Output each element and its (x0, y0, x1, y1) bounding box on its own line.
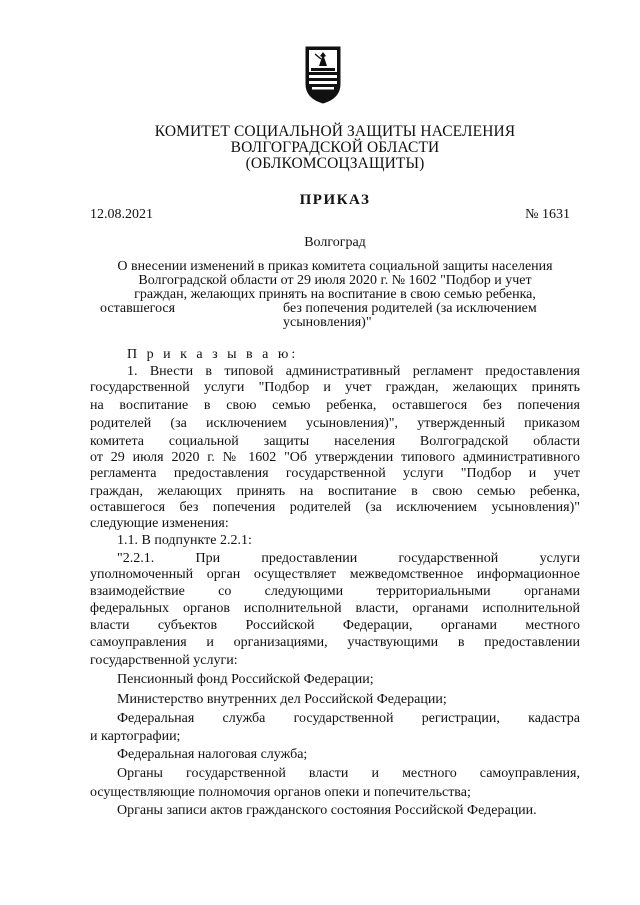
body-line: взаимодействие со следующими территориальными органами (90, 584, 580, 599)
body-line: 1. Внести в типовой административный регламент предоставления (127, 364, 580, 379)
body-line: от 29 июля 2020 г. № 1602 "Об утверждении типового административного (90, 450, 580, 465)
body-line: государственной услуги: (90, 653, 238, 668)
body-line: на воспитание в свою семью ребенка, оставшегося без попечения (90, 398, 580, 413)
order-heading: П р и к а з ы в а ю: (127, 347, 299, 362)
body-line: следующие изменения: (90, 516, 229, 531)
body-line: "2.2.1. При предоставлении государственной услуги (117, 551, 580, 566)
subject-line-1: О внесении изменений в приказ комитета социальной защиты населения (117, 259, 553, 274)
body-line: уполномоченный орган осуществляет межведомственное информационное (90, 567, 580, 582)
document-number: № 1631 (525, 207, 570, 222)
subject-line-2: Волгоградской области от 29 июля 2020 г. № 1602 "Подбор и учет (138, 273, 532, 288)
body-line: самоуправления и организациями, участвующими в предоставлении (90, 635, 580, 650)
body-line: Министерство внутренних дел Российской Федерации; (117, 692, 447, 707)
body-line: оставшегося без попечения родителей (за исключением усыновления)" (90, 500, 580, 515)
subject-line-3: граждан, желающих принять на воспитание в свою семью ребенка, (134, 287, 536, 302)
org-name-line-2: ВОЛГОГРАДСКОЙ ОБЛАСТИ (230, 139, 440, 156)
body-line: граждан, желающих принять на воспитание в свою семью ребенка, (90, 484, 580, 499)
body-line: и картографии; (90, 729, 181, 744)
body-line: Пенсионный фонд Российской Федерации; (117, 672, 374, 687)
body-line: государственной услуги "Подбор и учет граждан, желающих принять (90, 380, 580, 395)
body-line: осуществляющие полномочия органов опеки и попечительства; (90, 785, 471, 800)
document-city: Волгоград (304, 235, 366, 250)
body-line: родителей (за исключением усыновления)", утвержденный приказом (90, 416, 580, 431)
subject-line-5: усыновления)" (283, 315, 372, 330)
subject-line-4b: без попечения родителей (за исключением (283, 301, 537, 316)
body-line: власти субъектов Российской Федерации, органами местного (90, 618, 580, 633)
coat-of-arms-icon (305, 46, 341, 104)
body-line: Федеральная служба государственной регистрации, кадастра (117, 711, 580, 726)
body-line: Органы государственной власти и местного самоуправления, (117, 766, 580, 781)
org-name-line-1: КОМИТЕТ СОЦИАЛЬНОЙ ЗАЩИТЫ НАСЕЛЕНИЯ (154, 123, 516, 140)
body-line: комитета социальной защиты населения Волгоградской области (90, 434, 580, 449)
body-line: регламента предоставления государственной услуги "Подбор и учет (90, 466, 580, 481)
document-date: 12.08.2021 (90, 207, 153, 222)
subject-line-4a: оставшегося (100, 301, 176, 316)
body-line: 1.1. В подпункте 2.2.1: (117, 533, 252, 548)
document-type: ПРИКАЗ (299, 192, 371, 208)
body-line: Федеральная налоговая служба; (117, 747, 308, 762)
body-line: Органы записи актов гражданского состояния Российской Федерации. (117, 803, 537, 818)
body-line: федеральных органов исполнительной власти, органами исполнительной (90, 601, 580, 616)
org-name-line-3: (ОБЛКОМСОЦЗАЩИТЫ) (245, 155, 425, 172)
